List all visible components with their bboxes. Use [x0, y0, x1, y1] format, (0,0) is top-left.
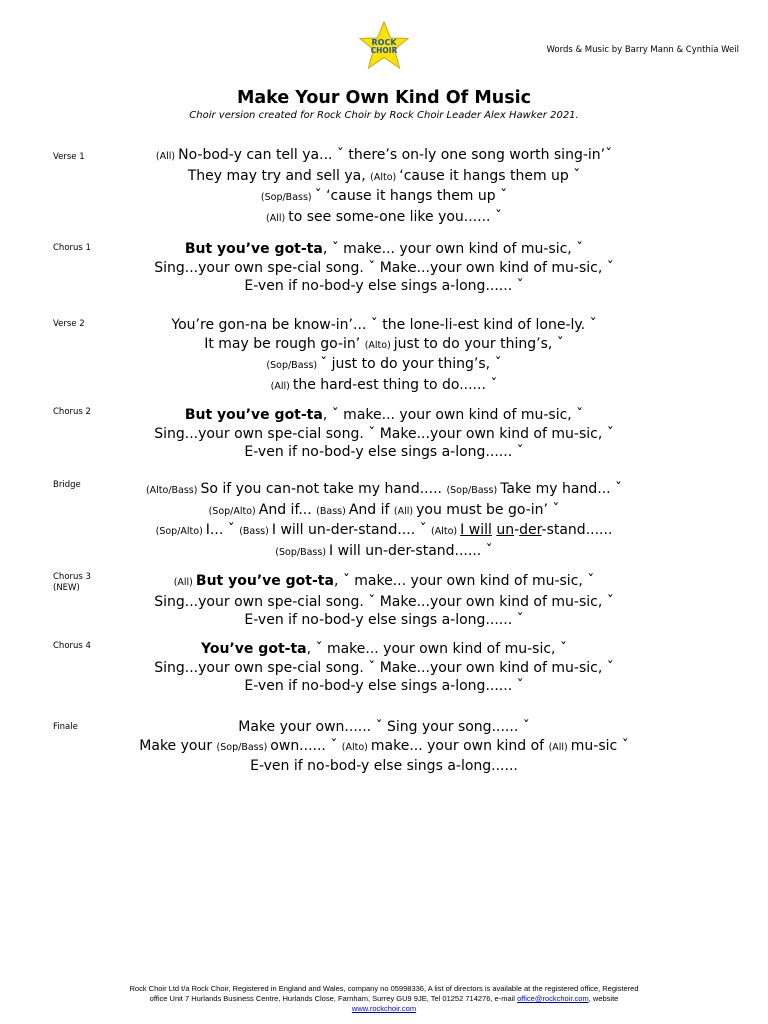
voice-part-tag: (All) [270, 380, 293, 392]
lyric-line [80, 757, 688, 776]
lyric-text: But you’ve got-ta [195, 573, 334, 589]
section-lines [80, 480, 688, 562]
lyric-text: I... ˇ [205, 522, 240, 538]
lyric-text: I [460, 522, 469, 538]
lyric-text: un [496, 522, 515, 538]
lyric-line [80, 480, 688, 501]
section-label: Chorus 3 (NEW) [53, 572, 91, 593]
lyric-line [80, 376, 688, 397]
lyric-text: mu-sic ˇ [570, 737, 629, 754]
lyric-text: will [468, 522, 492, 538]
voice-part-tag: (Alto) [370, 171, 400, 183]
lyric-line [80, 146, 688, 167]
lyric-text: You’re gon-na be know-in’... ˇ the lone-li-est kind of lone-ly. ˇ [171, 317, 597, 333]
section-label: Chorus 2 [53, 407, 91, 417]
lyric-text: , ˇ make... your own kind of mu-sic, ˇ [306, 641, 567, 657]
voice-part-tag: (Sop/Alto) [208, 505, 259, 517]
lyric-text: you must be go-in’ ˇ [416, 501, 560, 518]
lyric-text: E-ven if no-bod-y else sings a-long...... ˇ [244, 444, 524, 460]
lyric-line [80, 277, 688, 296]
logo-text-rock: ROCK [371, 38, 397, 47]
section-label: Chorus 1 [53, 243, 91, 253]
lyric-text: E-ven if no-bod-y else sings a-long...... [250, 758, 518, 774]
voice-part-tag: (Sop/Bass) [446, 485, 501, 496]
voice-part-tag: (Alto) [341, 741, 371, 753]
lyric-text: ‘cause it hangs them up ˇ [399, 167, 581, 184]
lyric-line [80, 737, 688, 758]
section-label: Verse 2 [53, 319, 85, 329]
lyric-line [80, 167, 688, 188]
voice-part-tag: (Sop/Bass) [216, 741, 271, 753]
footer-email-link[interactable]: office@rockchoir.com [517, 994, 589, 1003]
lyric-line [80, 542, 688, 563]
lyric-text: der [519, 522, 542, 538]
lyric-text: ˇ ‘cause it hangs them up ˇ [314, 188, 508, 204]
lyric-text: I will un-der-stand.... ˇ [271, 522, 432, 538]
lyric-line [80, 425, 688, 444]
section-lines [80, 572, 688, 630]
voice-part-tag: (Bass) [239, 526, 272, 537]
lyric-text: But you’ve got-ta [184, 241, 323, 257]
lyric-text: E-ven if no-bod-y else sings a-long...... ˇ [244, 678, 524, 694]
lyric-text: own...... ˇ [270, 737, 342, 754]
section-label: Chorus 4 [53, 641, 91, 651]
lyric-text: I will un-der-stand...... ˇ [329, 542, 493, 559]
voice-part-tag: (Bass) [316, 505, 349, 517]
section-label: Verse 1 [53, 152, 85, 162]
page-title: Make Your Own Kind Of Music [236, 88, 532, 108]
voice-part-tag: (Alto/Bass) [145, 485, 201, 496]
lyric-text: , ˇ make... your own kind of mu-sic, ˇ [322, 241, 584, 257]
lyric-text: And if [348, 501, 394, 518]
lyric-line [80, 406, 688, 425]
voice-part-tag: (Sop/Bass) [266, 360, 321, 371]
lyric-text: to see some-one like you...... ˇ [288, 208, 502, 225]
lyric-line [80, 521, 688, 542]
footer [0, 984, 768, 1014]
lyric-text: , ˇ make... your own kind of mu-sic, ˇ [322, 407, 584, 423]
voice-part-tag: (All) [155, 151, 179, 162]
lyric-text: ˇ just to do your thing’s, ˇ [320, 356, 502, 372]
lyric-text: - [514, 522, 520, 538]
lyric-line [80, 640, 688, 659]
voice-part-tag: (Alto) [431, 526, 461, 537]
footer-line-2 [0, 994, 768, 1004]
lyric-text: Make your [139, 737, 217, 754]
lyric-line [80, 208, 688, 229]
footer-website-link[interactable]: www.rockchoir.com [351, 1004, 417, 1013]
lyric-line [80, 316, 688, 335]
lyric-text: And if... [258, 501, 317, 518]
voice-part-tag: (Sop/Alto) [155, 526, 206, 537]
lyric-text: No-bod-y can tell ya... ˇ there’s on-ly one song worth sing-in’ˇ [178, 147, 613, 163]
lyric-line [80, 718, 688, 737]
footer-website-label: , website [588, 994, 619, 1003]
lyric-line [80, 593, 688, 612]
section-label: Finale [53, 722, 78, 732]
lyric-text: You’ve got-ta [201, 641, 307, 657]
lyric-text: the hard-est thing to do...... ˇ [292, 376, 498, 393]
lyric-text: Sing...your own spe-cial song. ˇ Make...your own kind of mu-sic, ˇ [154, 259, 614, 276]
voice-part-tag: (All) [266, 212, 289, 224]
voice-part-tag: (Alto) [364, 339, 394, 351]
lyric-text: make... your own kind of [370, 737, 549, 754]
voice-part-tag: (Sop/Bass) [275, 546, 330, 558]
footer-line-1: Rock Choir Ltd t/a Rock Choir, Registered in England and Wales, company no 05998336, A list of directors is available at the registered office, Registered [129, 984, 639, 993]
lyric-text: So if you can-not take my hand..... [200, 481, 447, 497]
voice-part-tag: (All) [393, 505, 417, 517]
section-label: Bridge [53, 480, 81, 490]
lyric-text: just to do your thing’s, ˇ [393, 335, 564, 352]
lyric-line [80, 611, 688, 630]
section-lines [80, 240, 688, 296]
lyric-text: But you’ve got-ta [184, 407, 323, 423]
lyric-line [80, 501, 688, 522]
section-lines [80, 640, 688, 696]
lyric-line [80, 443, 688, 462]
rock-choir-logo [356, 21, 412, 71]
lyric-text: -stand...... [541, 522, 613, 538]
lyric-line [80, 335, 688, 356]
lyric-text: It may be rough go-in’ [204, 335, 365, 352]
lyric-line [80, 572, 688, 593]
lyric-text: Sing...your own spe-cial song. ˇ Make...your own kind of mu-sic, ˇ [154, 425, 614, 442]
lyric-line [80, 187, 688, 208]
section-lines [80, 718, 688, 776]
voice-part-tag: (Sop/Bass) [260, 192, 315, 203]
footer-line-3 [0, 1004, 768, 1014]
voice-part-tag: (All) [173, 577, 196, 588]
logo-text-choir: CHOIR [370, 46, 398, 55]
lyric-text: E-ven if no-bod-y else sings a-long...... ˇ [244, 612, 524, 628]
lyric-line [80, 677, 688, 696]
lyric-text: , ˇ make... your own kind of mu-sic, ˇ [333, 573, 595, 589]
voice-part-tag: (All) [548, 741, 571, 753]
lyric-text: Sing...your own spe-cial song. ˇ Make...your own kind of mu-sic, ˇ [154, 593, 614, 610]
lyric-text: Sing...your own spe-cial song. ˇ Make...your own kind of mu-sic, ˇ [154, 659, 614, 676]
section-lines [80, 146, 688, 228]
section-lines [80, 406, 688, 462]
lyric-text: E-ven if no-bod-y else sings a-long...... ˇ [244, 278, 524, 294]
lyric-text: Make your own...... ˇ Sing your song...... ˇ [238, 719, 530, 735]
section-lines [80, 316, 688, 396]
lyric-line [80, 259, 688, 278]
lyric-line [80, 355, 688, 376]
lyric-text: Take my hand... ˇ [500, 481, 623, 497]
lyric-line [80, 240, 688, 259]
song-credit: Words & Music by Barry Mann & Cynthia Weil [546, 45, 739, 55]
page-subtitle: Choir version created for Rock Choir by Rock Choir Leader Alex Hawker 2021. [189, 110, 579, 121]
lyric-text: They may try and sell ya, [187, 167, 371, 184]
footer-address: office Unit 7 Hurlands Business Centre, Hurlands Close, Farnham, Surrey GU9 9JE, Tel 01252 714276, e-mail [149, 994, 518, 1003]
lyric-line [80, 659, 688, 678]
